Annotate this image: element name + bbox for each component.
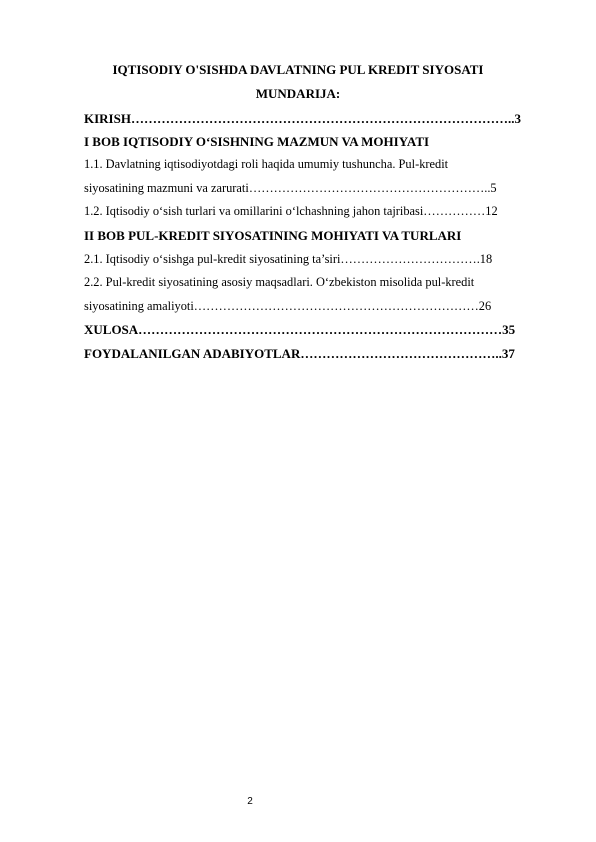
toc-heading: MUNDARIJA: [255,86,341,101]
toc-entry-1-1: 1.1. Davlatning iqtisodiyotdagi roli haqida umumiy tushuncha. Pul-kredit [84,157,449,171]
toc-entry-adabiyotlar: FOYDALANILGAN ADABIYOTLAR………………………………………..37 [84,346,515,361]
toc-entry-2-2: 2.2. Pul-kredit siyosatining asosiy maqsadlari. O‘zbekiston misolida pul-kredit [84,275,475,289]
toc-chapter-2: II BOB PUL-KREDIT SIYOSATINING MOHIYATI VA TURLARI [84,228,462,243]
toc-entry-2-1: 2.1. Iqtisodiy o‘sishga pul-kredit siyosatining ta’siri…………………………….18 [84,252,493,266]
toc-entry-1-2: 1.2. Iqtisodiy o‘sish turlari va omillarini o‘lchashning jahon tajribasi……………12 [84,204,498,218]
toc-entry-1-1-cont: siyosatining mazmuni va zarurati…………………………………………………..5 [84,181,497,195]
toc-entry-2-2-cont: siyosatining amaliyoti……………………………………………………………26 [84,299,492,313]
toc-chapter-1: I BOB IQTISODIY O‘SISHNING MAZMUN VA MOHIYATI [84,134,430,149]
page-number: 2 [247,796,253,807]
toc-entry-xulosa: XULOSA…………………………………………………………………………35 [84,322,516,337]
toc-entry-kirish: KIRISH……………………………………………………………………………..3 [84,111,521,126]
document-title: IQTISODIY O'SISHDA DAVLATNING PUL KREDIT SIYOSATI [112,62,484,77]
